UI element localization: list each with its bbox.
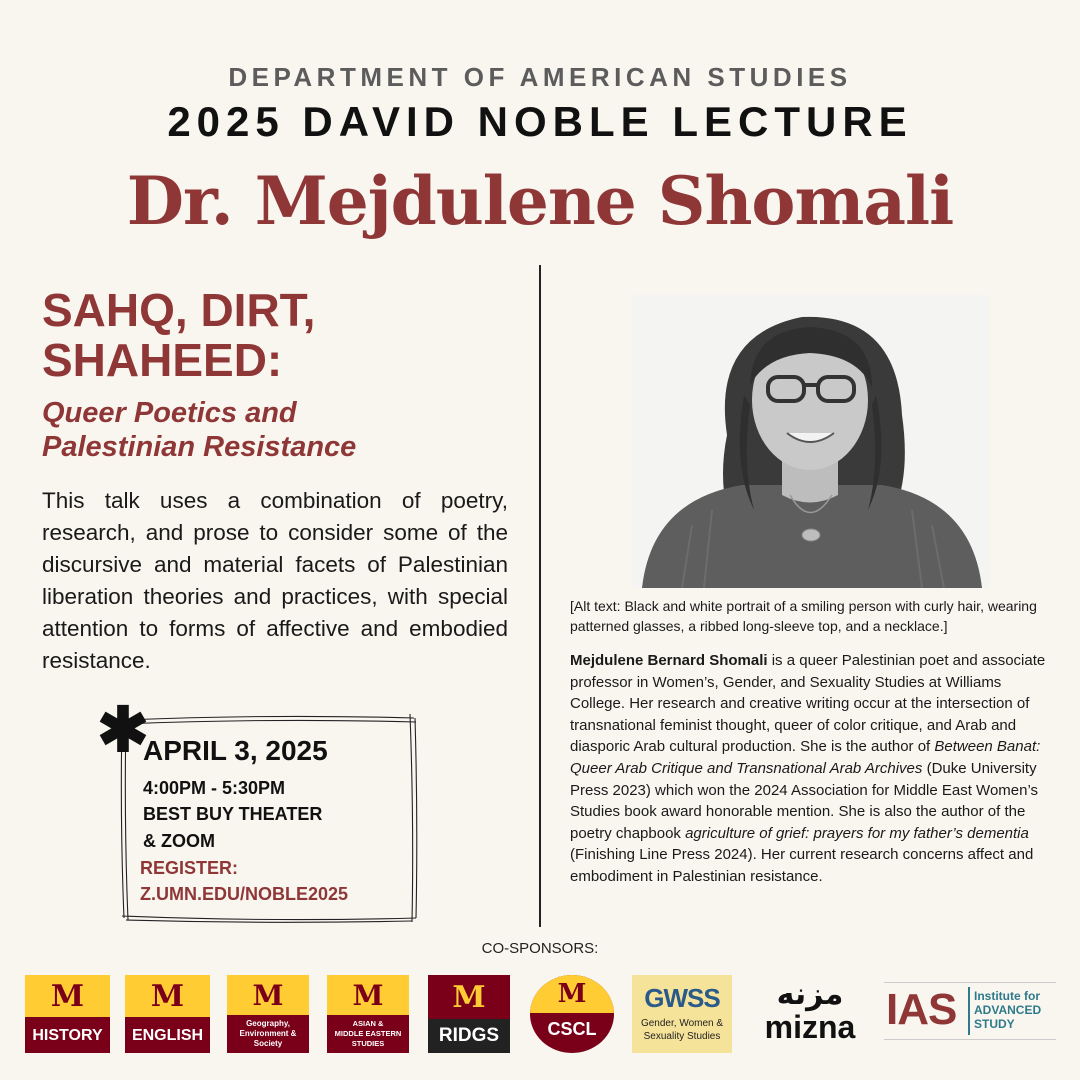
event-venue-line-1: BEST BUY THEATER [143, 804, 323, 824]
column-divider [539, 265, 541, 927]
bio-text-3: (Finishing Line Press 2024). Her current research concerns affect and embodiment in Palestinian resistance. [570, 846, 1034, 885]
speaker-bio [570, 650, 1052, 888]
logo-ias [884, 982, 1056, 1040]
talk-title [42, 285, 522, 385]
bio-book-1: Between Banat: Queer Arab Critique and Transnational Arab Archives [570, 738, 1041, 777]
photo-alt-text [570, 596, 1080, 636]
ridgs-label: RIDGS [438, 1025, 500, 1046]
register-link[interactable]: Z.UMN.EDU/NOBLE2025 [140, 884, 349, 904]
bio-name: Mejdulene Bernard Shomali [570, 652, 768, 669]
mizna-label: mizna [764, 1009, 856, 1045]
talk-title-line-1: SAHQ, DIRT, [42, 284, 316, 336]
geography-label-3: Society [253, 1039, 283, 1048]
logo-ridgs [428, 975, 510, 1053]
gwss-label-2: Sexuality Studies [643, 1031, 721, 1042]
logo-asian-middle-eastern [327, 975, 409, 1053]
asterisk-icon: ✱ [97, 696, 149, 765]
talk-description: This talk uses a combination of poetry, research, and prose to consider some of the discursive and material facets of Palestinian liberation theories and practices, with special attention to forms of affective and embodied resistance. [42, 488, 508, 673]
block-m-icon: M [452, 980, 486, 1015]
gwss-label: GWSS [644, 983, 720, 1013]
ias-label: IAS [886, 985, 957, 1034]
english-label: ENGLISH [131, 1027, 204, 1044]
talk-subtitle-line-2: Palestinian Resistance [42, 431, 357, 463]
logo-history [25, 975, 110, 1053]
asian-label-2: MIDDLE EASTERN [334, 1029, 402, 1038]
ias-label-3: STUDY [974, 1017, 1015, 1031]
bio-book-2: agriculture of grief: prayers for my father’s dementia [685, 824, 1029, 842]
logo-mizna [748, 975, 872, 1053]
logo-geography [227, 975, 309, 1053]
mizna-arabic: مزنه [776, 977, 844, 1012]
talk-subtitle-line-1: Queer Poetics and [42, 397, 297, 429]
lecture-title: 2025 DAVID NOBLE LECTURE [167, 98, 913, 145]
alt-text-body: Black and white portrait of a smiling person with curly hair, wearing patterned glasses, a ribbed long-sleeve top, and a necklace.] [570, 598, 1037, 634]
asian-label-3: STUDIES [351, 1039, 385, 1048]
asian-label-1: ASIAN & [352, 1019, 384, 1028]
logo-english [125, 975, 210, 1053]
bio-text-1: is a queer Palestinian poet and associate professor in Women’s, Gender, and Sexuality Studies at Williams College. Her research and creative writing occur at the intersection of transnational feminist thought, queer of color critique, and Arab and diasporic Arab cultural production. She is the author of [570, 652, 1046, 756]
geography-label-1: Geography, [246, 1019, 290, 1028]
ias-label-2: ADVANCED [974, 1003, 1042, 1017]
geography-label-2: Environment & [239, 1029, 297, 1038]
speaker-portrait [632, 295, 989, 588]
event-time: 4:00PM - 5:30PM [143, 778, 286, 798]
ias-label-1: Institute for [974, 989, 1040, 1003]
block-m-icon: M [50, 979, 85, 1014]
event-date: APRIL 3, 2025 [143, 735, 328, 766]
portrait-illustration [632, 295, 989, 588]
block-m-icon: M [557, 979, 587, 1009]
cscl-label: CSCL [547, 1019, 597, 1039]
event-venue-line-2: & ZOOM [143, 831, 215, 851]
gwss-label-1: Gender, Women & [640, 1018, 724, 1029]
logo-gwss [632, 975, 732, 1053]
talk-title-line-2: SHAHEED: [42, 334, 283, 386]
bio-text-2: (Duke University Press 2023) which won the 2024 Association for Middle East Women’s Studies book award honorable mention. She is also the author of the poetry chapbook [570, 759, 1039, 842]
logo-cscl [530, 975, 614, 1053]
block-m-icon: M [352, 979, 384, 1012]
talk-subtitle [42, 396, 522, 464]
cosponsors-label: CO-SPONSORS: [481, 940, 599, 957]
department-heading: DEPARTMENT OF AMERICAN STUDIES [228, 62, 852, 92]
alt-text-prefix: [Alt text: [570, 598, 621, 614]
block-m-icon: M [150, 979, 185, 1014]
history-label: HISTORY [32, 1027, 103, 1044]
block-m-icon: M [252, 979, 284, 1012]
register-label: REGISTER: [140, 858, 239, 878]
speaker-name: Dr. Mejdulene Shomali [126, 162, 954, 240]
